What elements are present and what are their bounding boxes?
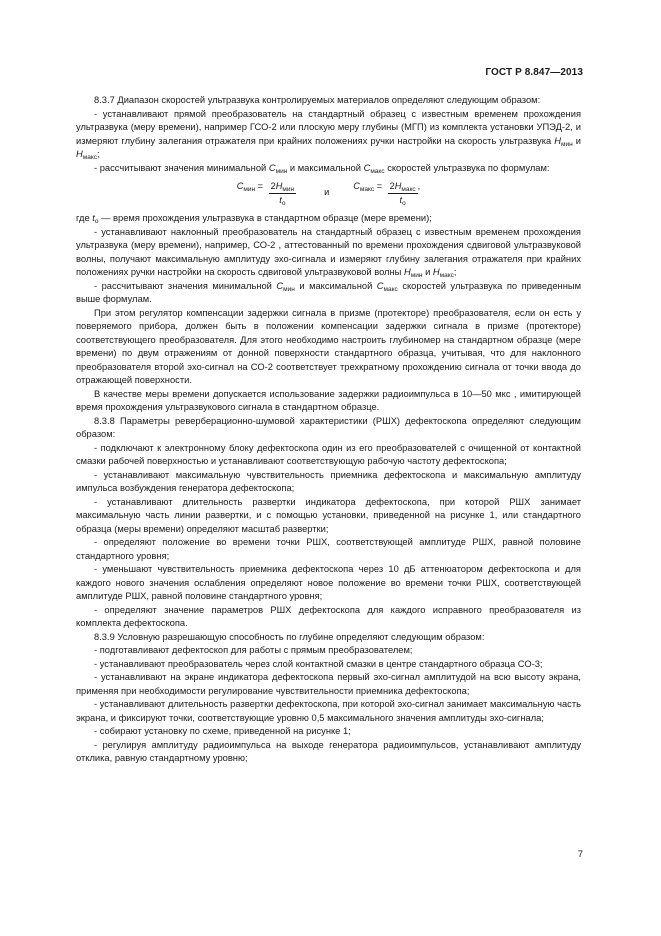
paragraph: При этом регулятор компенсации задержки сигнала в призме (протекторе) преобразователя, если он есть у поверяемого прибора, должен быть в положении компенсации задержки сигнала в призме (протекторе) соответствующего преобразователя. Для этого необходимо настроить глубиномер на стандартном образце (мере времени) по двум отражениям от донной поверхности стандартного образца, учитывая, что для наклонного преобразователя второй эхо-сигнал на СО-2 соответствует трехкратному прохождению сигнала от точки ввода до отражающей поверхности. bbox=[76, 307, 581, 385]
paragraph: - устанавливают на экране индикатора дефектоскопа первый эхо-сигнал амплитудой на всю высоту экрана, применяя при необходимости регулирование чувствительности приемника дефектоскопа; bbox=[76, 672, 581, 696]
paragraph: - уменьшают чувствительность приемника дефектоскопа через 10 дБ аттенюатором дефектоскопа и для каждого нового значения ослабления определяют новое положение во времени точки РШХ, соответствующей амплитуде РШХ, равной половине стандартного уровня; bbox=[76, 564, 581, 601]
paragraph: - подключают к электронному блоку дефектоскопа один из его преобразователей с очищенной от контактной смазки рабочей поверхностью и устанавливают соответствующую рабочую частоту дефектоскопа; bbox=[76, 442, 581, 466]
page-number: 7 bbox=[577, 849, 583, 860]
document-body bbox=[76, 94, 581, 766]
paragraph: 8.3.8 Параметры реверберационно-шумовой характеристики (РШХ) дефектоскопа определяют следующим образом: bbox=[76, 415, 581, 439]
paragraph: - устанавливают максимальную чувствительность приемника дефектоскопа и максимальную амплитуду импульса возбуждения генератора дефектоскопа; bbox=[76, 469, 581, 493]
paragraph: - устанавливают длительность развертки индикатора дефектоскопа, при которой РШХ занимает максимальную часть линии развертки, и с помощью установки, приведенной на рисунке 1, или стандартного образца (меры времени) определяют масштаб развертки; bbox=[76, 496, 581, 534]
paragraph: 8.3.7 Диапазон скоростей ультразвука контролируемых материалов определяют следующим образом: bbox=[94, 95, 541, 105]
formula-c-min: $C_{мин}$ = $\frac{2H_{мин}}{t_o}$ bbox=[236, 181, 295, 207]
paragraph: - рассчитывают значения минимальной $C_{мин}$ и максимальной $C_{макс}$ скоростей ультразвука по приведенным выше формулам. bbox=[76, 280, 582, 304]
paragraph: - подготавливают дефектоскоп для работы с прямым преобразователем; bbox=[94, 645, 413, 655]
paragraph: - устанавливают прямой преобразователь на стандартный образец с известным временем прохождения ультразвука (меру времени), например ГСО-2 или плоскую меру глубины (МГП) из комплекта установки УПЭД-2, и измеряют глубину залегания отражателя при крайних положениях ручки настройки на скорость ультразвука $H_{мин}$ и $H_{макс}$; bbox=[76, 108, 581, 161]
paragraph: В качестве меры времени допускается использование задержки радиоимпульса в 10—50 мкс , имитирующей время прохождения ультразвукового сигнала в стандартном образце. bbox=[76, 388, 581, 412]
paragraph: где $t_o$ — время прохождения ультразвука в стандартном образце (мере времени); bbox=[76, 213, 432, 225]
paragraph: 8.3.9 Условную разрешающую способность по глубине определяют следующим образом: bbox=[94, 631, 485, 642]
formula-and: и bbox=[324, 187, 330, 198]
paragraph: - регулируя амплитуду радиоимпульса на выходе генератора радиоимпульсов, устанавливают амплитуду отклика, равную стандартному уровню; bbox=[76, 739, 581, 763]
paragraph: - определяют значение параметров РШХ дефектоскопа для каждого исправного преобразователя из комплекта дефектоскопа. bbox=[76, 604, 581, 628]
paragraph: - определяют положение во времени точки РШХ, соответствующей амплитуде РШХ, равной половине стандартного уровня; bbox=[76, 537, 581, 561]
paragraph: - устанавливают длительность развертки дефектоскопа, при которой эхо-сигнал занимает максимальную часть экрана, и фиксируют точки, соответствующие уровню 0,5 максимального значения амплитуды эхо-сигнала; bbox=[76, 699, 581, 723]
paragraph: - собирают установку по схеме, приведенной на рисунке 1; bbox=[94, 726, 351, 736]
formula-c-max: $C_{макс}$ = $\frac{2H_{макс}}{t_o}$ , bbox=[353, 181, 421, 207]
paragraph: - рассчитывают значения минимальной $C_{мин}$ и максимальной $C_{макс}$ скоростей ультразвука по формулам: bbox=[94, 162, 550, 175]
paragraph: - устанавливают преобразователь через слой контактной смазки в центре стандартного образца СО-3; bbox=[94, 658, 543, 669]
paragraph: - устанавливают наклонный преобразователь на стандартный образец с известным временем прохождения ультразвука (меру времени), например, СО-2 , аттестованный по времени прохождения сдвиговой ультразвуковой волны, получают максимальную амплитуду эхо-сигнала и измеряют глубину залегания отражателя при крайних положениях ручки настройки на скорость сдвиговой ультразвуковой волны $H_{мин}$ и $H_{макс}$; bbox=[76, 226, 581, 279]
page-header: ГОСТ Р 8.847—2013 bbox=[485, 67, 583, 78]
velocity-formulas bbox=[76, 175, 581, 211]
